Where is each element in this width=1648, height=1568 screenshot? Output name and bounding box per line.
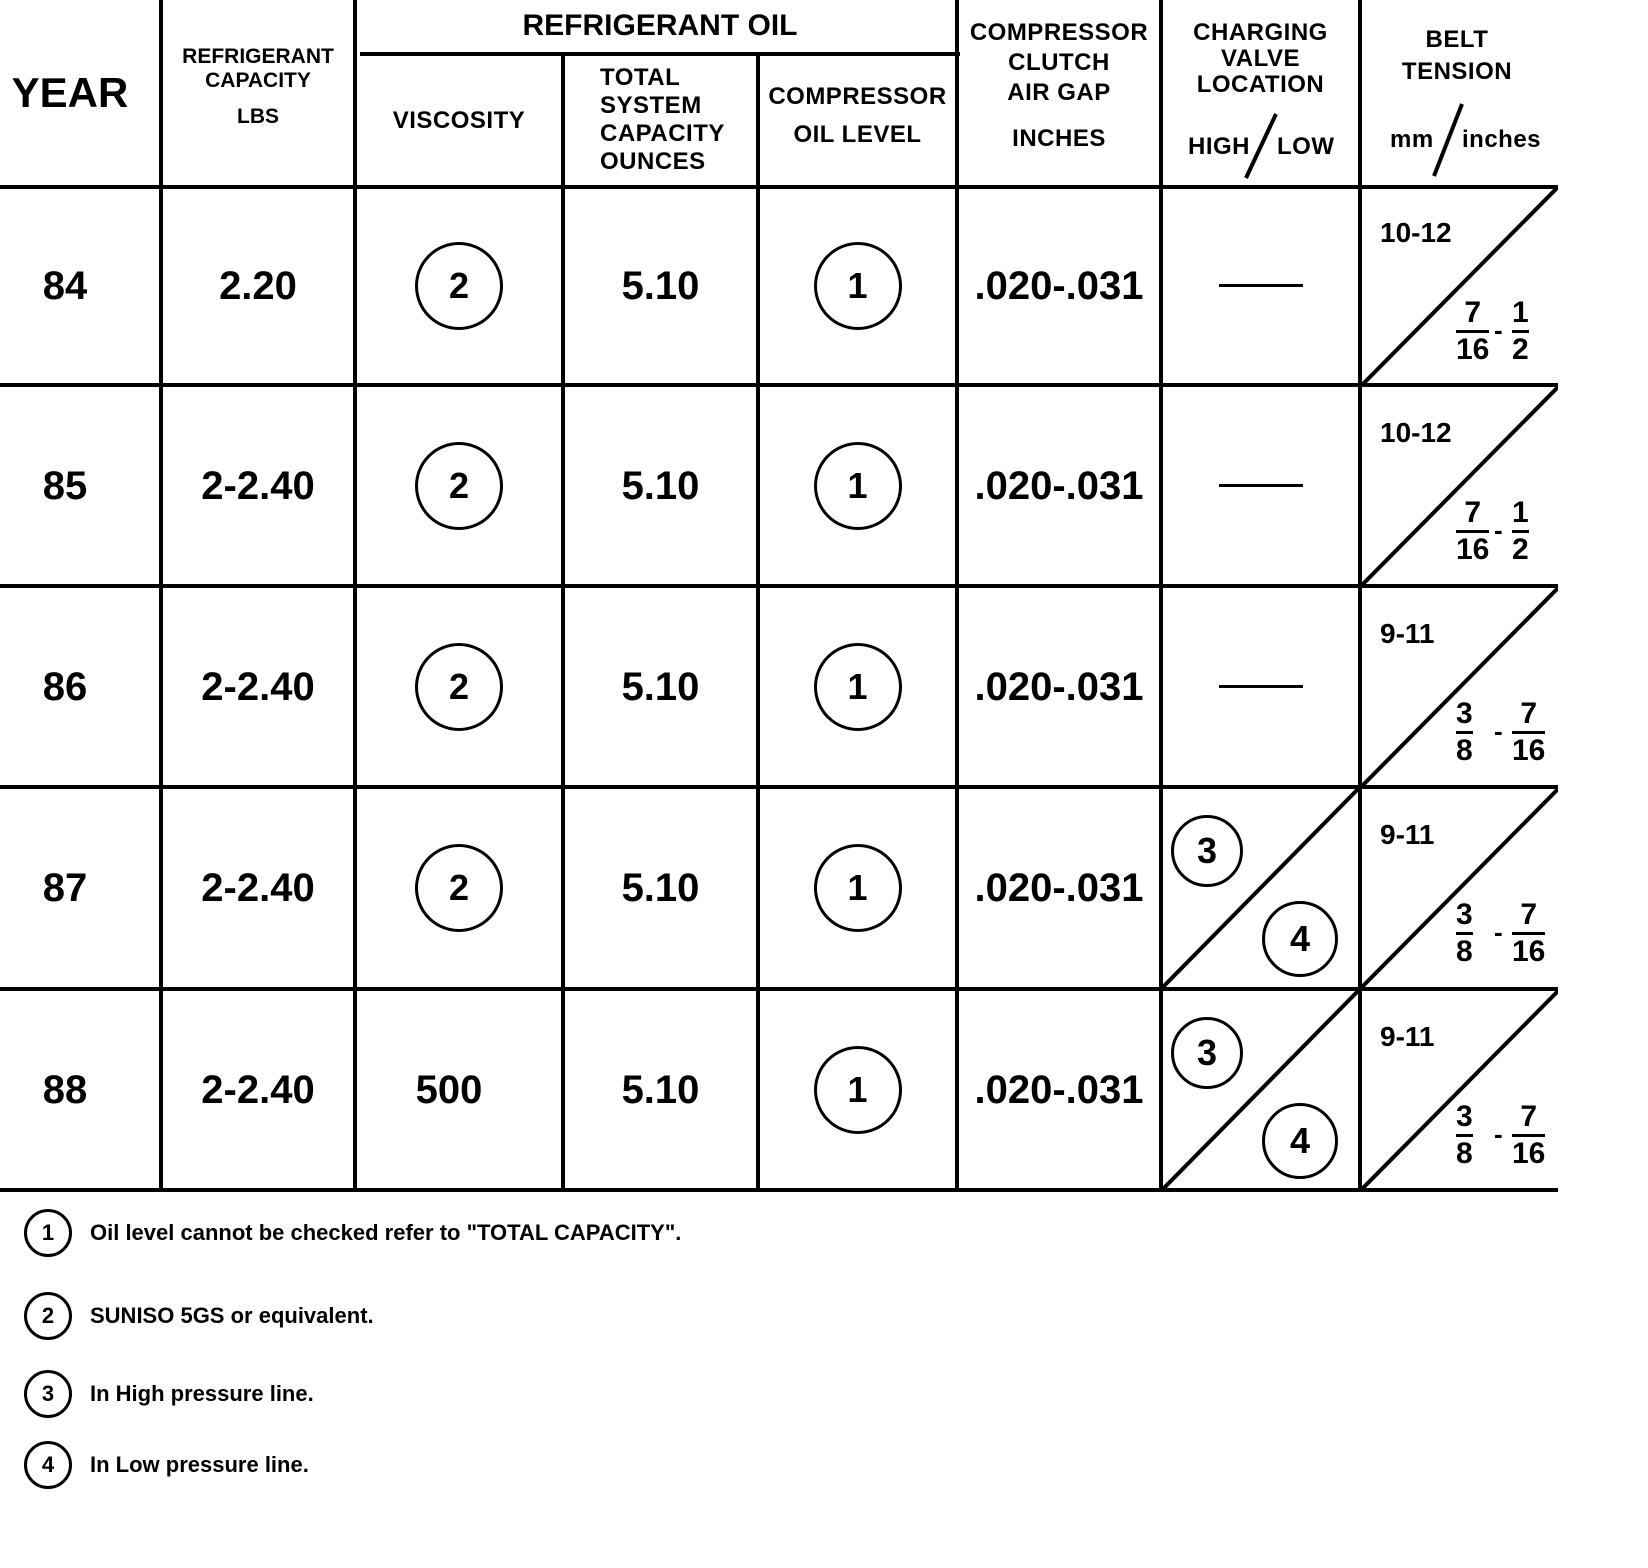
belt-mm-value: 9-11 xyxy=(1380,1021,1435,1052)
air-gap-cell: .020-.031 xyxy=(974,1067,1144,1112)
belt-fraction-dash: - xyxy=(1494,917,1503,947)
belt-inch-high xyxy=(1512,899,1545,968)
footnote-text: Oil level cannot be checked refer to "TOTAL CAPACITY". xyxy=(90,1220,682,1245)
header-charging-high: HIGH xyxy=(1188,133,1250,160)
viscosity-note-circle: 2 xyxy=(415,242,503,330)
belt-mm-value: 9-11 xyxy=(1380,618,1435,649)
footnote-number: 1 xyxy=(24,1209,72,1257)
belt-inch-low-numerator: 3 xyxy=(1456,898,1473,931)
total-capacity-cell: 5.10 xyxy=(621,664,700,709)
footnote-number: 4 xyxy=(24,1441,72,1489)
belt-fraction-dash: - xyxy=(1494,716,1503,746)
col-rule-4 xyxy=(756,54,760,1190)
belt-inch-low-denominator: 8 xyxy=(1456,935,1473,968)
viscosity-note-circle: 2 xyxy=(415,844,503,932)
belt-mm-value: 10-12 xyxy=(1380,417,1452,448)
belt-fraction-dash: - xyxy=(1494,315,1503,345)
belt-inch-high xyxy=(1512,497,1529,566)
header-belt-inches: inches xyxy=(1462,126,1542,153)
header-total-line3: CAPACITY xyxy=(600,120,725,147)
refrigerant-capacity-cell: 2-2.40 xyxy=(201,463,315,508)
belt-inch-low-numerator: 7 xyxy=(1464,496,1482,529)
year-cell: 85 xyxy=(42,463,88,508)
refrigerant-capacity-cell: 2-2.40 xyxy=(201,664,315,709)
belt-inch-high-denominator: 16 xyxy=(1512,935,1546,968)
refrigerant-capacity-cell: 2-2.40 xyxy=(201,865,315,910)
header-belt-mm: mm xyxy=(1390,126,1434,153)
belt-inch-high-denominator: 2 xyxy=(1512,333,1529,366)
header-charging-line3: LOCATION xyxy=(1196,71,1325,98)
oil-level-note-circle: 1 xyxy=(814,643,902,731)
belt-inch-low xyxy=(1456,899,1473,968)
header-clutch-air-gap xyxy=(959,18,1159,154)
belt-fraction-dash: - xyxy=(1494,515,1503,545)
belt-inch-low-numerator: 7 xyxy=(1464,296,1482,329)
charging-high-circle: 3 xyxy=(1171,815,1243,887)
air-gap-cell: .020-.031 xyxy=(974,463,1144,508)
oil-level-note-circle: 1 xyxy=(814,844,902,932)
header-total-line2: SYSTEM xyxy=(600,92,702,119)
belt-inch-high-numerator: 1 xyxy=(1512,296,1529,329)
viscosity-cell: 500 xyxy=(415,1067,483,1112)
belt-inch-low-denominator: 8 xyxy=(1456,1137,1473,1170)
charging-dash xyxy=(1219,484,1303,487)
belt-inch-high-denominator: 2 xyxy=(1512,533,1529,566)
header-belt-line1: BELT xyxy=(1425,26,1489,53)
footnote-text: In Low pressure line. xyxy=(90,1452,309,1477)
belt-inch-high-numerator: 7 xyxy=(1520,697,1538,730)
year-cell: 84 xyxy=(42,263,88,308)
footnote-text: SUNISO 5GS or equivalent. xyxy=(90,1303,374,1328)
air-gap-cell: .020-.031 xyxy=(974,865,1144,910)
header-total-line1: TOTAL xyxy=(600,64,681,91)
oil-level-note-circle: 1 xyxy=(814,442,902,530)
charging-high-circle: 3 xyxy=(1171,1017,1243,1089)
header-charging-slash xyxy=(1240,110,1280,182)
header-refrigerant-capacity xyxy=(163,45,353,129)
viscosity-note-circle: 2 xyxy=(415,643,503,731)
air-gap-cell: .020-.031 xyxy=(974,664,1144,709)
header-air-gap-unit: INCHES xyxy=(1012,125,1106,152)
belt-mm-value: 10-12 xyxy=(1380,217,1452,248)
belt-mm-value: 9-11 xyxy=(1380,819,1435,850)
total-capacity-cell: 5.10 xyxy=(621,463,700,508)
year-cell: 88 xyxy=(42,1067,88,1112)
year-cell: 86 xyxy=(42,664,88,709)
header-refrigerant-capacity-line1: REFRIGERANT xyxy=(182,45,334,68)
footnote-number: 2 xyxy=(24,1292,72,1340)
viscosity-note-circle: 2 xyxy=(415,442,503,530)
belt-inch-high-numerator: 7 xyxy=(1520,898,1538,931)
belt-inch-high-numerator: 7 xyxy=(1520,1100,1538,1133)
header-oil-level-line1: COMPRESSOR xyxy=(768,83,947,110)
header-charging-line1: CHARGING xyxy=(1193,19,1328,46)
belt-inch-low xyxy=(1456,698,1473,767)
header-compressor-oil-level xyxy=(760,78,955,154)
header-viscosity: VISCOSITY xyxy=(392,106,526,134)
belt-inch-low-denominator: 8 xyxy=(1456,734,1473,767)
belt-inch-low xyxy=(1456,297,1489,366)
header-refrigerant-capacity-line2: CAPACITY xyxy=(205,69,311,92)
header-year: YEAR xyxy=(11,68,129,116)
header-refrigerant-oil: REFRIGERANT OIL xyxy=(522,9,798,42)
refrigerant-capacity-cell: 2.20 xyxy=(219,263,297,308)
charging-low-circle: 4 xyxy=(1262,901,1338,977)
total-capacity-cell: 5.10 xyxy=(621,1067,700,1112)
belt-fraction-dash: - xyxy=(1494,1119,1503,1149)
belt-inch-low-denominator: 16 xyxy=(1456,533,1490,566)
header-air-gap-line3: AIR GAP xyxy=(1007,79,1111,106)
header-air-gap-line2: CLUTCH xyxy=(1008,49,1110,76)
header-total-capacity xyxy=(600,64,725,176)
air-gap-cell: .020-.031 xyxy=(974,263,1144,308)
header-refrigerant-capacity-unit: LBS xyxy=(237,105,279,128)
refrigerant-capacity-cell: 2-2.40 xyxy=(201,1067,315,1112)
belt-inch-high-denominator: 16 xyxy=(1512,1137,1546,1170)
footnote-text: In High pressure line. xyxy=(90,1381,314,1406)
charging-dash xyxy=(1219,685,1303,688)
oil-level-note-circle: 1 xyxy=(814,1046,902,1134)
header-belt-tension xyxy=(1362,24,1552,88)
belt-inch-low xyxy=(1456,1101,1473,1170)
belt-inch-low-numerator: 3 xyxy=(1456,1100,1473,1133)
header-air-gap-line1: COMPRESSOR xyxy=(969,19,1149,46)
belt-inch-low-denominator: 16 xyxy=(1456,333,1490,366)
total-capacity-cell: 5.10 xyxy=(621,263,700,308)
oil-level-note-circle: 1 xyxy=(814,242,902,330)
belt-inch-high-denominator: 16 xyxy=(1512,734,1546,767)
belt-inch-high xyxy=(1512,1101,1545,1170)
belt-inch-high xyxy=(1512,698,1545,767)
year-cell: 87 xyxy=(42,865,88,910)
header-charging-valve xyxy=(1163,20,1358,98)
charging-low-circle: 4 xyxy=(1262,1103,1338,1179)
charging-dash xyxy=(1219,284,1303,287)
belt-inch-low-numerator: 3 xyxy=(1456,697,1473,730)
header-charging-line2: VALVE xyxy=(1221,45,1300,72)
header-total-line4: OUNCES xyxy=(600,148,706,175)
header-charging-low: LOW xyxy=(1277,133,1335,160)
header-oil-level-line2: OIL LEVEL xyxy=(793,121,922,148)
belt-inch-high-numerator: 1 xyxy=(1512,496,1529,529)
total-capacity-cell: 5.10 xyxy=(621,865,700,910)
footnote-number: 3 xyxy=(24,1370,72,1418)
belt-inch-high xyxy=(1512,297,1529,366)
header-belt-line2: TENSION xyxy=(1401,58,1513,85)
belt-inch-low xyxy=(1456,497,1489,566)
